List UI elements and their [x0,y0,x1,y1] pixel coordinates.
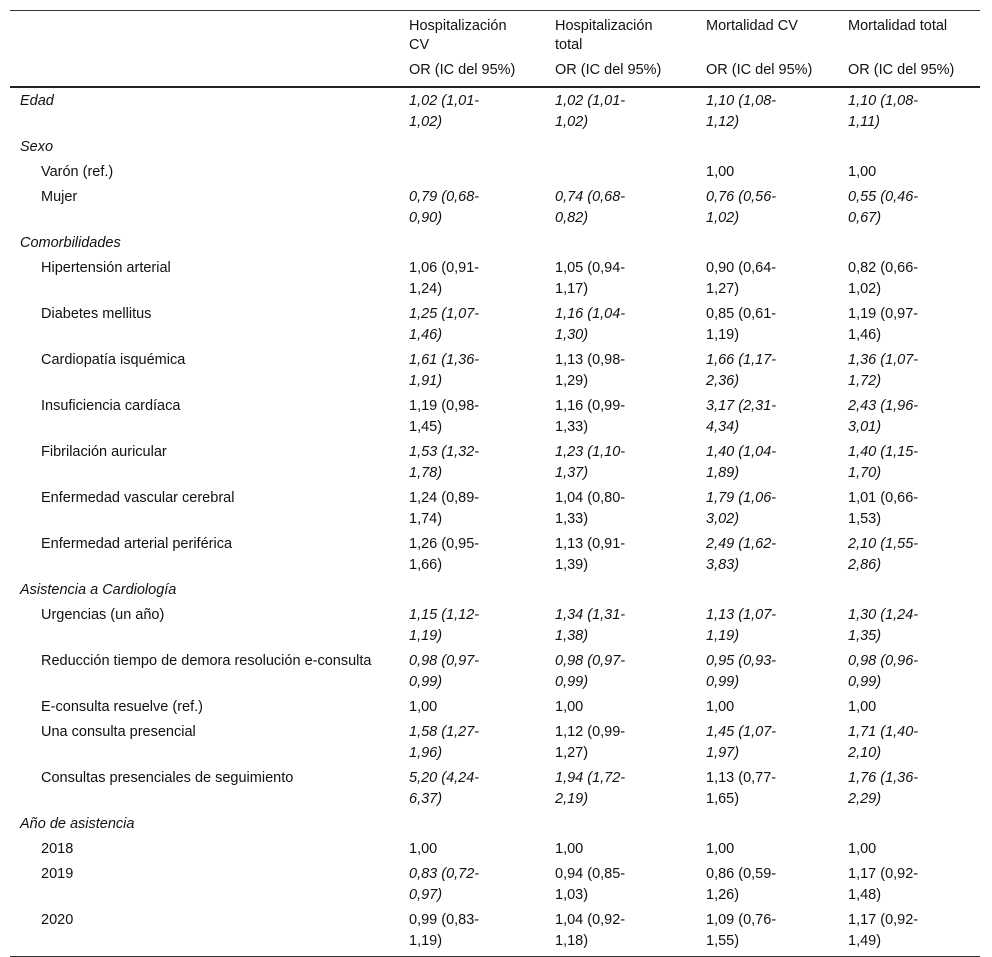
or-value-cell [547,440,698,486]
or-value: 1,13 (1,07-1,19) [706,607,777,644]
or-value-cell [547,135,698,160]
or-value-cell [698,440,840,486]
or-value-cell [698,302,840,348]
or-value: 1,17 (0,92-1,48) [848,866,919,903]
or-value-cell [401,766,547,812]
header-cell-empty [10,11,401,56]
row-label-text: Una consulta presencial [41,724,196,740]
or-value-cell [840,348,980,394]
or-value-cell [547,649,698,695]
row-label [10,440,401,486]
table-body [10,87,980,957]
table-row [10,348,980,394]
or-value-cell [401,302,547,348]
or-value: 1,09 (0,76-1,55) [706,912,777,949]
or-value-cell [401,231,547,256]
or-value: 1,94 (1,72-2,19) [555,770,626,807]
or-value: 1,58 (1,27-1,96) [409,724,480,761]
or-value: 0,95 (0,93-0,99) [706,653,777,690]
row-label-text: Urgencias (un año) [41,607,165,623]
or-value: 1,26 (0,95-1,66) [409,536,480,573]
or-value: 1,45 (1,07-1,97) [706,724,777,761]
or-value: 1,79 (1,06-3,02) [706,490,777,527]
row-label [10,837,401,862]
table-row [10,695,980,720]
or-value-cell [840,862,980,908]
row-label-text: Reducción tiempo de demora resolución e-consulta [41,653,372,669]
row-section-label [10,578,401,603]
row-label [10,908,401,957]
or-value-cell [698,862,840,908]
or-value-cell [698,394,840,440]
or-value: 1,00 [706,841,735,857]
or-value-cell [547,256,698,302]
row-label-text: 2020 [41,912,74,928]
or-table-container [10,10,980,957]
row-label [10,394,401,440]
or-value-cell [698,486,840,532]
or-value-cell [547,766,698,812]
or-value-cell [840,812,980,837]
or-value: 1,00 [409,841,438,857]
row-label [10,486,401,532]
or-value-cell [547,812,698,837]
or-value-cell [698,87,840,135]
or-value-cell [840,135,980,160]
or-value-cell [547,486,698,532]
row-label [10,862,401,908]
or-value: 1,61 (1,36-1,91) [409,352,480,389]
row-label-text: 2018 [41,841,74,857]
or-value: 1,10 (1,08-1,12) [706,93,777,130]
or-value-cell [698,185,840,231]
or-value-cell [698,348,840,394]
row-label-text: Cardiopatía isquémica [41,352,186,368]
table-row [10,766,980,812]
or-value: 0,90 (0,64-1,27) [706,260,777,297]
or-value-cell [401,908,547,957]
row-label-text: Fibrilación auricular [41,444,167,460]
row-label-text: Enfermedad vascular cerebral [41,490,235,506]
or-value-cell [547,578,698,603]
row-label-text: 2019 [41,866,74,882]
row-label [10,185,401,231]
row-label-text: Asistencia a Cardiología [20,582,177,598]
or-value-cell [698,812,840,837]
subheader-or-ic: OR (IC del 95%) [698,55,840,87]
row-label-text: Hipertensión arterial [41,260,171,276]
or-value: 1,30 (1,24-1,35) [848,607,919,644]
or-value-cell [840,766,980,812]
or-value-cell [840,532,980,578]
or-value: 1,12 (0,99-1,27) [555,724,626,761]
row-label-text: Enfermedad arterial periférica [41,536,233,552]
or-value-cell [840,578,980,603]
table-row [10,302,980,348]
row-label-text: Mujer [41,189,78,205]
or-value: 0,98 (0,97-0,99) [409,653,480,690]
table-row [10,837,980,862]
or-value-cell [840,302,980,348]
row-label [10,532,401,578]
row-label-text: Varón (ref.) [41,164,114,180]
or-value: 1,05 (0,94-1,17) [555,260,626,297]
row-label-text: Consultas presenciales de seguimiento [41,770,294,786]
or-value-cell [547,695,698,720]
or-value-cell [698,908,840,957]
or-value-cell [547,160,698,185]
or-value-cell [698,837,840,862]
table-row [10,256,980,302]
or-value: 1,10 (1,08-1,11) [848,93,919,130]
or-value: 1,36 (1,07-1,72) [848,352,919,389]
or-value: 0,82 (0,66-1,02) [848,260,919,297]
row-label-text: Edad [20,93,54,109]
or-value-cell [547,87,698,135]
table-row [10,87,980,135]
or-value-cell [401,603,547,649]
or-value: 1,19 (0,97-1,46) [848,306,919,343]
or-value: 1,16 (1,04-1,30) [555,306,626,343]
or-value-cell [698,603,840,649]
row-label [10,766,401,812]
or-value: 1,00 [848,841,877,857]
or-value: 1,00 [848,164,877,180]
row-label-text: Comorbilidades [20,235,121,251]
or-value-cell [698,160,840,185]
table-row [10,649,980,695]
row-label [10,695,401,720]
or-value-cell [401,649,547,695]
or-value: 1,23 (1,10-1,37) [555,444,626,481]
or-value-cell [401,720,547,766]
row-section-label [10,812,401,837]
or-value: 1,25 (1,07-1,46) [409,306,480,343]
table-row [10,862,980,908]
or-value-cell [401,160,547,185]
or-value-cell [401,532,547,578]
or-value-cell [401,394,547,440]
table-row [10,185,980,231]
subheader-row [10,55,980,87]
subheader-or-ic: OR (IC del 95%) [840,55,980,87]
or-value: 5,20 (4,24-6,37) [409,770,480,807]
header-hospitalizacion-cv: Hospitalización CV [401,11,547,56]
table-row [10,486,980,532]
or-value-cell [401,185,547,231]
or-value-cell [547,862,698,908]
row-label-text: Diabetes mellitus [41,306,152,322]
or-value-cell [401,87,547,135]
table-row [10,231,980,256]
or-value-cell [547,908,698,957]
or-value: 0,98 (0,96-0,99) [848,653,919,690]
subheader-or-ic: OR (IC del 95%) [547,55,698,87]
table-row [10,603,980,649]
or-value: 1,13 (0,98-1,29) [555,352,626,389]
or-value-cell [840,603,980,649]
or-value-cell [698,135,840,160]
or-value-cell [547,720,698,766]
or-value: 1,00 [848,699,877,715]
or-value-cell [840,837,980,862]
or-value-cell [547,394,698,440]
or-value-cell [401,135,547,160]
table-row [10,812,980,837]
or-value: 1,19 (0,98-1,45) [409,398,480,435]
or-value-cell [547,185,698,231]
or-value: 2,43 (1,96-3,01) [848,398,919,435]
header-hospitalizacion-total: Hospitalización total [547,11,698,56]
or-value: 1,01 (0,66-1,53) [848,490,919,527]
row-label [10,302,401,348]
or-value: 1,00 [409,699,438,715]
or-value: 1,40 (1,15-1,70) [848,444,919,481]
table-row [10,532,980,578]
or-value: 1,71 (1,40-2,10) [848,724,919,761]
subheader-cell-empty [10,55,401,87]
or-value-cell [698,695,840,720]
table-row [10,160,980,185]
or-value: 0,55 (0,46-0,67) [848,189,919,226]
subheader-or-ic: OR (IC del 95%) [401,55,547,87]
or-value: 0,86 (0,59-1,26) [706,866,777,903]
or-value: 1,02 (1,01-1,02) [555,93,626,130]
row-section-label [10,231,401,256]
table-row [10,440,980,486]
row-section-label [10,135,401,160]
or-value: 1,76 (1,36-2,29) [848,770,919,807]
or-value: 1,00 [555,699,584,715]
or-value-cell [840,720,980,766]
or-value: 0,94 (0,85-1,03) [555,866,626,903]
or-value: 2,10 (1,55-2,86) [848,536,919,573]
or-value-cell [698,649,840,695]
or-value: 1,00 [555,841,584,857]
header-mortalidad-cv: Mortalidad CV [698,11,840,56]
or-value-cell [840,908,980,957]
or-value-cell [547,302,698,348]
or-value-cell [840,394,980,440]
or-value-cell [401,256,547,302]
or-value-cell [840,440,980,486]
or-value: 1,02 (1,01-1,02) [409,93,480,130]
or-value: 1,40 (1,04-1,89) [706,444,777,481]
or-value: 0,74 (0,68-0,82) [555,189,626,226]
or-value: 0,79 (0,68-0,90) [409,189,480,226]
or-value: 0,83 (0,72-0,97) [409,866,480,903]
row-label-text: Año de asistencia [20,816,135,832]
table-header [10,11,980,88]
or-value-cell [401,812,547,837]
or-value-cell [401,837,547,862]
header-mortalidad-total: Mortalidad total [840,11,980,56]
or-value: 1,17 (0,92-1,49) [848,912,919,949]
or-value-cell [547,603,698,649]
or-value-cell [698,532,840,578]
or-value: 1,34 (1,31-1,38) [555,607,626,644]
or-value-cell [401,440,547,486]
or-value: 1,53 (1,32-1,78) [409,444,480,481]
or-value: 1,00 [706,699,735,715]
or-value-cell [840,160,980,185]
or-value-cell [547,837,698,862]
table-row [10,394,980,440]
or-value: 1,16 (0,99-1,33) [555,398,626,435]
or-value-cell [401,486,547,532]
or-value-cell [401,695,547,720]
row-label [10,603,401,649]
table-row [10,135,980,160]
or-value: 1,66 (1,17-2,36) [706,352,777,389]
or-value-cell [401,862,547,908]
or-value: 1,15 (1,12-1,19) [409,607,480,644]
or-value: 2,49 (1,62-3,83) [706,536,777,573]
or-value: 1,13 (0,77-1,65) [706,770,777,807]
row-section-label [10,87,401,135]
or-value-cell [547,231,698,256]
or-value-cell [840,256,980,302]
row-label-text: Insuficiencia cardíaca [41,398,181,414]
row-label-text: E-consulta resuelve (ref.) [41,699,203,715]
or-value-cell [547,348,698,394]
or-value: 1,06 (0,91-1,24) [409,260,480,297]
table-row [10,578,980,603]
row-label [10,348,401,394]
or-value-cell [698,231,840,256]
or-value: 0,85 (0,61-1,19) [706,306,777,343]
or-value-cell [698,766,840,812]
or-value: 1,13 (0,91-1,39) [555,536,626,573]
or-value: 1,00 [706,164,735,180]
or-value: 3,17 (2,31-4,34) [706,398,777,435]
header-row [10,11,980,56]
table-row [10,908,980,957]
or-value-cell [840,695,980,720]
row-label [10,720,401,766]
row-label [10,160,401,185]
or-value-cell [840,185,980,231]
or-value-cell [840,649,980,695]
or-value-cell [698,578,840,603]
or-value-cell [698,720,840,766]
or-value: 0,98 (0,97-0,99) [555,653,626,690]
row-label-text: Sexo [20,139,54,155]
row-label [10,256,401,302]
or-value-cell [840,87,980,135]
or-value: 1,04 (0,80-1,33) [555,490,626,527]
or-value-cell [401,348,547,394]
or-value: 1,04 (0,92-1,18) [555,912,626,949]
or-value: 1,24 (0,89-1,74) [409,490,480,527]
odds-ratio-table [10,10,980,957]
or-value-cell [840,486,980,532]
or-value: 0,99 (0,83-1,19) [409,912,480,949]
or-value-cell [401,578,547,603]
or-value-cell [840,231,980,256]
or-value-cell [698,256,840,302]
row-label [10,649,401,695]
or-value-cell [547,532,698,578]
or-value: 0,76 (0,56-1,02) [706,189,777,226]
table-row [10,720,980,766]
